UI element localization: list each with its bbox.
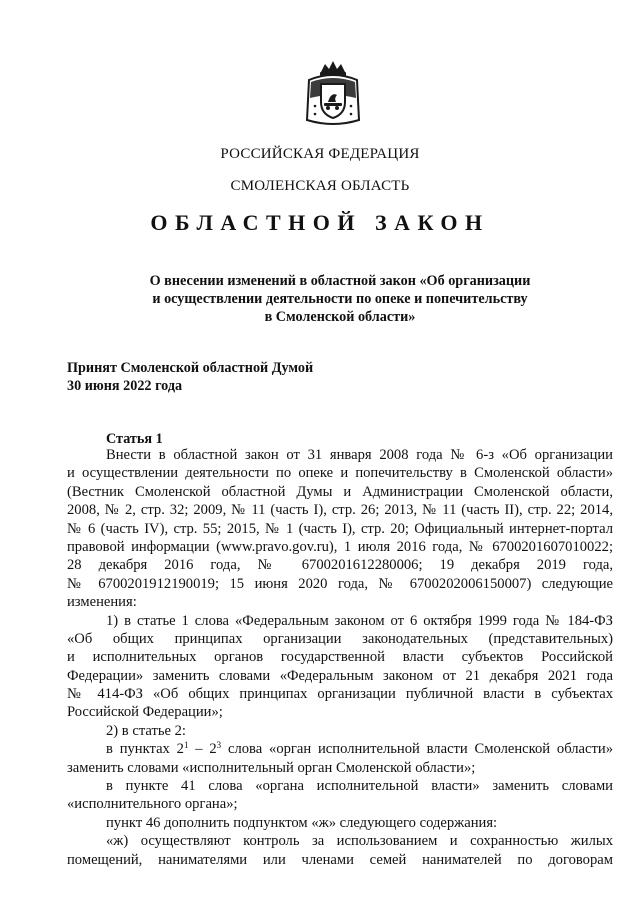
body-line: 2) в статье 2:	[106, 722, 186, 739]
document-type-heading: ОБЛАСТНОЙ ЗАКОН	[150, 210, 490, 235]
federation-heading: РОССИЙСКАЯ ФЕДЕРАЦИЯ	[220, 146, 420, 162]
body-line: «Об общих принципах организации законодательных (представительных)	[67, 630, 613, 647]
body-text-segment: – 2	[188, 741, 217, 758]
body-line: заменить словами «исполнительный орган Смоленской области»;	[67, 759, 476, 776]
adoption-block	[67, 359, 313, 395]
body-line: № 6700201912190019; 15 июня 2020 года, № 6700202006150007) следующие	[67, 575, 613, 592]
body-line: правовой информации (www.pravo.gov.ru), 1 июля 2016 года, № 6700201607010022;	[67, 538, 613, 555]
body-line: и исполнительных органов государственной власти субъектов Российской	[67, 649, 613, 666]
law-title-line: и осуществлении деятельности по опеке и попечительству	[152, 291, 528, 307]
body-line: «ж) осуществляют контроль за использованием и сохранностью жилых	[106, 833, 613, 850]
region-heading: СМОЛЕНСКАЯ ОБЛАСТЬ	[230, 178, 410, 194]
body-line: изменения:	[67, 594, 137, 611]
body-line: 2008, № 2, стр. 32; 2009, № 11 (часть I), стр. 26; 2013, № 11 (часть II), стр. 22; 2014,	[67, 502, 613, 519]
body-line: и осуществлении деятельности по опеке и попечительству в Смоленской области»	[67, 465, 613, 482]
body-line: Внести в областной закон от 31 января 2008 года № 6-з «Об организации	[106, 447, 613, 463]
body-line: № 6 (часть IV), стр. 55; 2015, № 1 (часть I), стр. 20; Официальный интернет-портал	[67, 520, 613, 537]
body-line: (Вестник Смоленской областной Думы и Администрации Смоленской области,	[67, 483, 613, 500]
body-line: № 414-ФЗ «Об общих принципах организации публичной власти в субъектах	[67, 686, 613, 703]
body-text-segment: слова «орган исполнительной власти Смоленской области»	[221, 741, 613, 758]
body-line: «исполнительного органа»;	[67, 796, 238, 813]
law-title-line: в Смоленской области»	[264, 309, 416, 325]
law-title-line: О внесении изменений в областной закон «Об организации	[149, 273, 531, 289]
law-title	[120, 272, 560, 326]
body-line: 1) в статье 1 слова «Федеральным законом от 6 октября 1999 года № 184-ФЗ	[106, 612, 613, 629]
article-body	[67, 446, 613, 869]
superscript: 3	[216, 740, 222, 751]
body-line: помещений, нанимателями или членами семей нанимателей по договорам	[67, 851, 613, 868]
body-line	[67, 740, 613, 758]
body-line: 28 декабря 2016 года, № 6700201612280006; 19 декабря 2019 года,	[67, 557, 613, 574]
coat-of-arms-icon	[303, 58, 363, 130]
adoption-date: 30 июня 2022 года	[67, 378, 183, 394]
body-line: в пункте 41 слова «органа исполнительной власти» заменить словами	[106, 778, 613, 795]
superscript: 1	[183, 740, 189, 751]
body-line: пункт 46 дополнить подпунктом «ж» следующего содержания:	[106, 814, 498, 831]
body-line: Российской Федерации»;	[67, 704, 223, 721]
body-line: Федерации» заменить словами «Федеральным законом от 21 декабря 2021 года	[67, 667, 613, 684]
body-text-segment: в пунктах 2	[106, 741, 184, 758]
adoption-body: Принят Смоленской областной Думой	[67, 360, 314, 376]
article-heading: Статья 1	[106, 431, 163, 447]
